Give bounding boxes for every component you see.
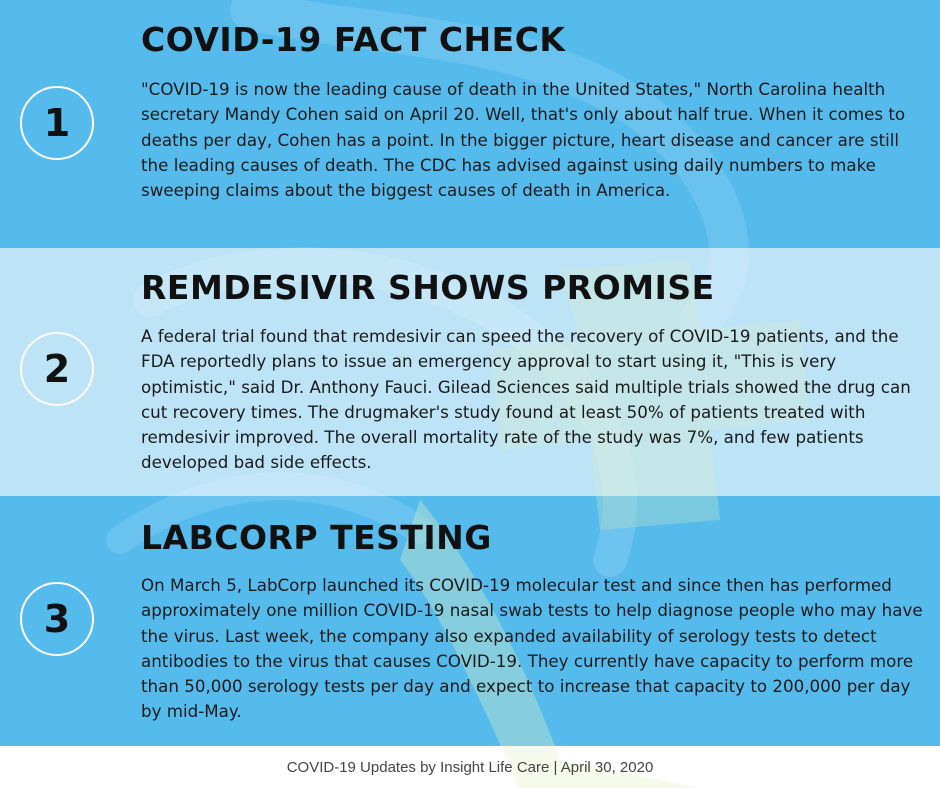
section-number-circle: 1 [20,86,94,160]
section-body-text: "COVID-19 is now the leading cause of death in the United States," North Carolina health secretary Mandy Cohen said on April 20. Well, that's only about half true. When it comes to deaths per day, Cohen has a point. In the bigger picture, heart disease and cancer are still the leading causes of death. The CDC has advised against using daily numbers to make sweeping claims about the biggest causes of death in America. [141,79,906,201]
section-title: LABCORP TESTING [141,518,492,557]
section-body-text: On March 5, LabCorp launched its COVID-19 molecular test and since then has performed approximately one million COVID-19 nasal swab tests to help diagnose people who may have the virus. Last week, the company also expanded availability of serology tests to detect antibodies to the virus that causes COVID-19. They currently have capacity to perform more than 50,000 serology tests per day and expect to increase that capacity to 200,000 per day by mid-May. [141,575,923,722]
section-remdesivir [0,248,940,496]
section-fact-check [0,0,940,248]
footer-credit-text: COVID-19 Updates by Insight Life Care | April 30, 2020 [286,758,654,776]
section-number-circle: 3 [20,582,94,656]
section-title: REMDESIVIR SHOWS PROMISE [141,268,715,307]
section-labcorp-testing [0,496,940,746]
section-title: COVID-19 FACT CHECK [141,20,566,59]
footer [0,746,940,788]
section-number-circle: 2 [20,332,94,406]
section-body-text: A federal trial found that remdesivir can speed the recovery of COVID-19 patients, and the FDA reportedly plans to issue an emergency approval to start using it, "This is very optimistic," said Dr. Anthony Fauci. Gilead Sciences said multiple trials showed the drug can cut recovery times. The drugmaker's study found at least 50% of patients treated with remdesivir improved. The overall mortality rate of the study was 7%, and few patients developed bad side effects. [141,326,911,473]
